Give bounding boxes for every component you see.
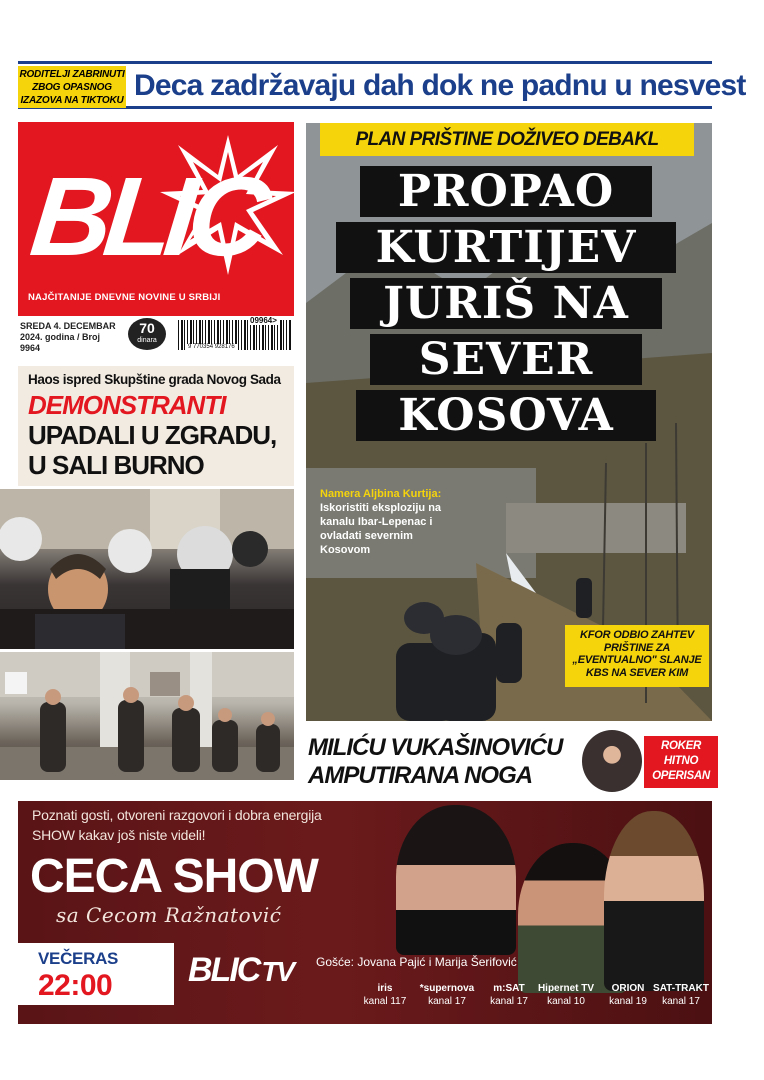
- caption-body: Iskoristiti eksploziju na kanalu Ibar-Lepenac i ovladati severnim Kosovom: [320, 502, 442, 556]
- left-story-kicker: Haos ispred Skupštine grada Novog Sada: [28, 372, 281, 387]
- ad-guests: Gošće: Jovana Pajić i Marija Šerifović: [316, 955, 517, 969]
- blic-tv-logo: [188, 951, 293, 990]
- blic-logo[interactable]: [18, 122, 294, 316]
- street-illustration: [0, 652, 294, 780]
- channel-operator: Hipernet TV: [537, 983, 595, 994]
- issue-info: [18, 318, 294, 354]
- left-story-headline-line1: UPADALI U ZGRADU,: [28, 420, 277, 450]
- ad-sub-line1: Poznati gosti, otvoreni razgovori i dobra energija: [32, 807, 322, 823]
- caption-lead: Namera Aljbina Kurtija:: [320, 488, 442, 500]
- riot-photo[interactable]: [0, 489, 294, 649]
- channel-operator: iris: [377, 983, 393, 994]
- channel-number: kanal 17: [662, 996, 700, 1007]
- ad-time-box: [18, 943, 174, 1005]
- price-value: 70: [139, 320, 155, 336]
- main-headline-line1[interactable]: PROPAO: [360, 166, 652, 217]
- portrait-host: [396, 805, 516, 955]
- channel-number: kanal 17: [428, 996, 466, 1007]
- channel-number: kanal 10: [547, 996, 585, 1007]
- ceca-show-ad[interactable]: [18, 801, 712, 1024]
- barcode-digits: 9 770354 928176: [188, 344, 235, 350]
- street-photo[interactable]: [0, 652, 294, 780]
- price-currency: dinara: [137, 337, 157, 344]
- channel-supernova: [416, 983, 478, 1007]
- main-story-kicker: PLAN PRIŠTINE DOŽIVEO DEBAKL: [320, 123, 694, 156]
- channel-iris: [354, 983, 416, 1007]
- ad-sub-line2: SHOW kakav još niste videli!: [32, 827, 206, 843]
- channel-orion: [598, 983, 658, 1007]
- main-headline-line5[interactable]: KOSOVA: [356, 390, 656, 441]
- ad-time-label: VEČERAS: [38, 949, 119, 968]
- channel-sat-trakt: [650, 983, 712, 1007]
- issue-date-line2: 2024. godina / Broj 9964: [20, 332, 101, 353]
- channel-hipernet: [530, 983, 602, 1007]
- kfor-box[interactable]: KFOR ODBIO ZAHTEV PRIŠTINE ZA „EVENTUALNO" SLANJE KBS NA SEVER KIM: [565, 625, 709, 687]
- left-story[interactable]: [18, 366, 294, 486]
- portrait-guest-2: [604, 811, 704, 991]
- main-headline-line3[interactable]: JURIŠ NA: [350, 278, 662, 329]
- avatar: [582, 730, 642, 792]
- logo-tagline: NAJČITANIJE DNEVNE NOVINE U SRBIJI: [28, 292, 221, 303]
- left-story-headline-line2: U SALI BURNO: [28, 450, 204, 480]
- main-headline-line4[interactable]: SEVER: [370, 334, 642, 385]
- channel-number: kanal 19: [609, 996, 647, 1007]
- imprint-strip: [2, 128, 14, 348]
- ad-title: CECA SHOW: [30, 850, 318, 903]
- blic-tv-logo-tv: TV: [261, 956, 294, 987]
- top-banner[interactable]: [18, 61, 746, 109]
- secondary-line1: MILIĆU VUKAŠINOVIĆU: [308, 734, 563, 761]
- secondary-red-box: ROKER HITNO OPERISAN: [644, 736, 718, 788]
- channel-number: kanal 17: [490, 996, 528, 1007]
- ad-time: 22:00: [38, 969, 113, 1002]
- channel-operator: SAT-TRAKT: [653, 983, 709, 994]
- main-story-caption: [320, 487, 460, 557]
- main-headline-line2[interactable]: KURTIJEV: [336, 222, 676, 273]
- channel-operator: m:SAT: [493, 983, 525, 994]
- ad-script: sa Cecom Ražnatović: [56, 903, 282, 927]
- issue-date-line1: SREDA 4. DECEMBAR: [20, 321, 116, 331]
- left-story-headline-red: DEMONSTRANTI: [28, 390, 226, 420]
- secondary-story[interactable]: [306, 730, 712, 794]
- riot-illustration: [0, 489, 294, 649]
- top-banner-title: Deca zadržavaju dah dok ne padnu u nesvest: [134, 69, 746, 102]
- blic-tv-logo-text: BLIC: [188, 951, 260, 989]
- logo-text: BLIC: [25, 154, 268, 279]
- issue-date: [20, 321, 116, 354]
- secondary-line2: AMPUTIRANA NOGA: [308, 762, 533, 789]
- channel-operator: ORION: [611, 983, 645, 994]
- barcode-code: 09964>: [250, 316, 277, 325]
- price-badge: [128, 318, 166, 350]
- top-banner-kicker: RODITELJI ZABRINUTI ZBOG OPASNOG IZAZOVA NA TIKTOKU: [18, 66, 126, 108]
- channel-number: kanal 117: [363, 996, 407, 1007]
- channel-operator: *supernova: [419, 983, 475, 994]
